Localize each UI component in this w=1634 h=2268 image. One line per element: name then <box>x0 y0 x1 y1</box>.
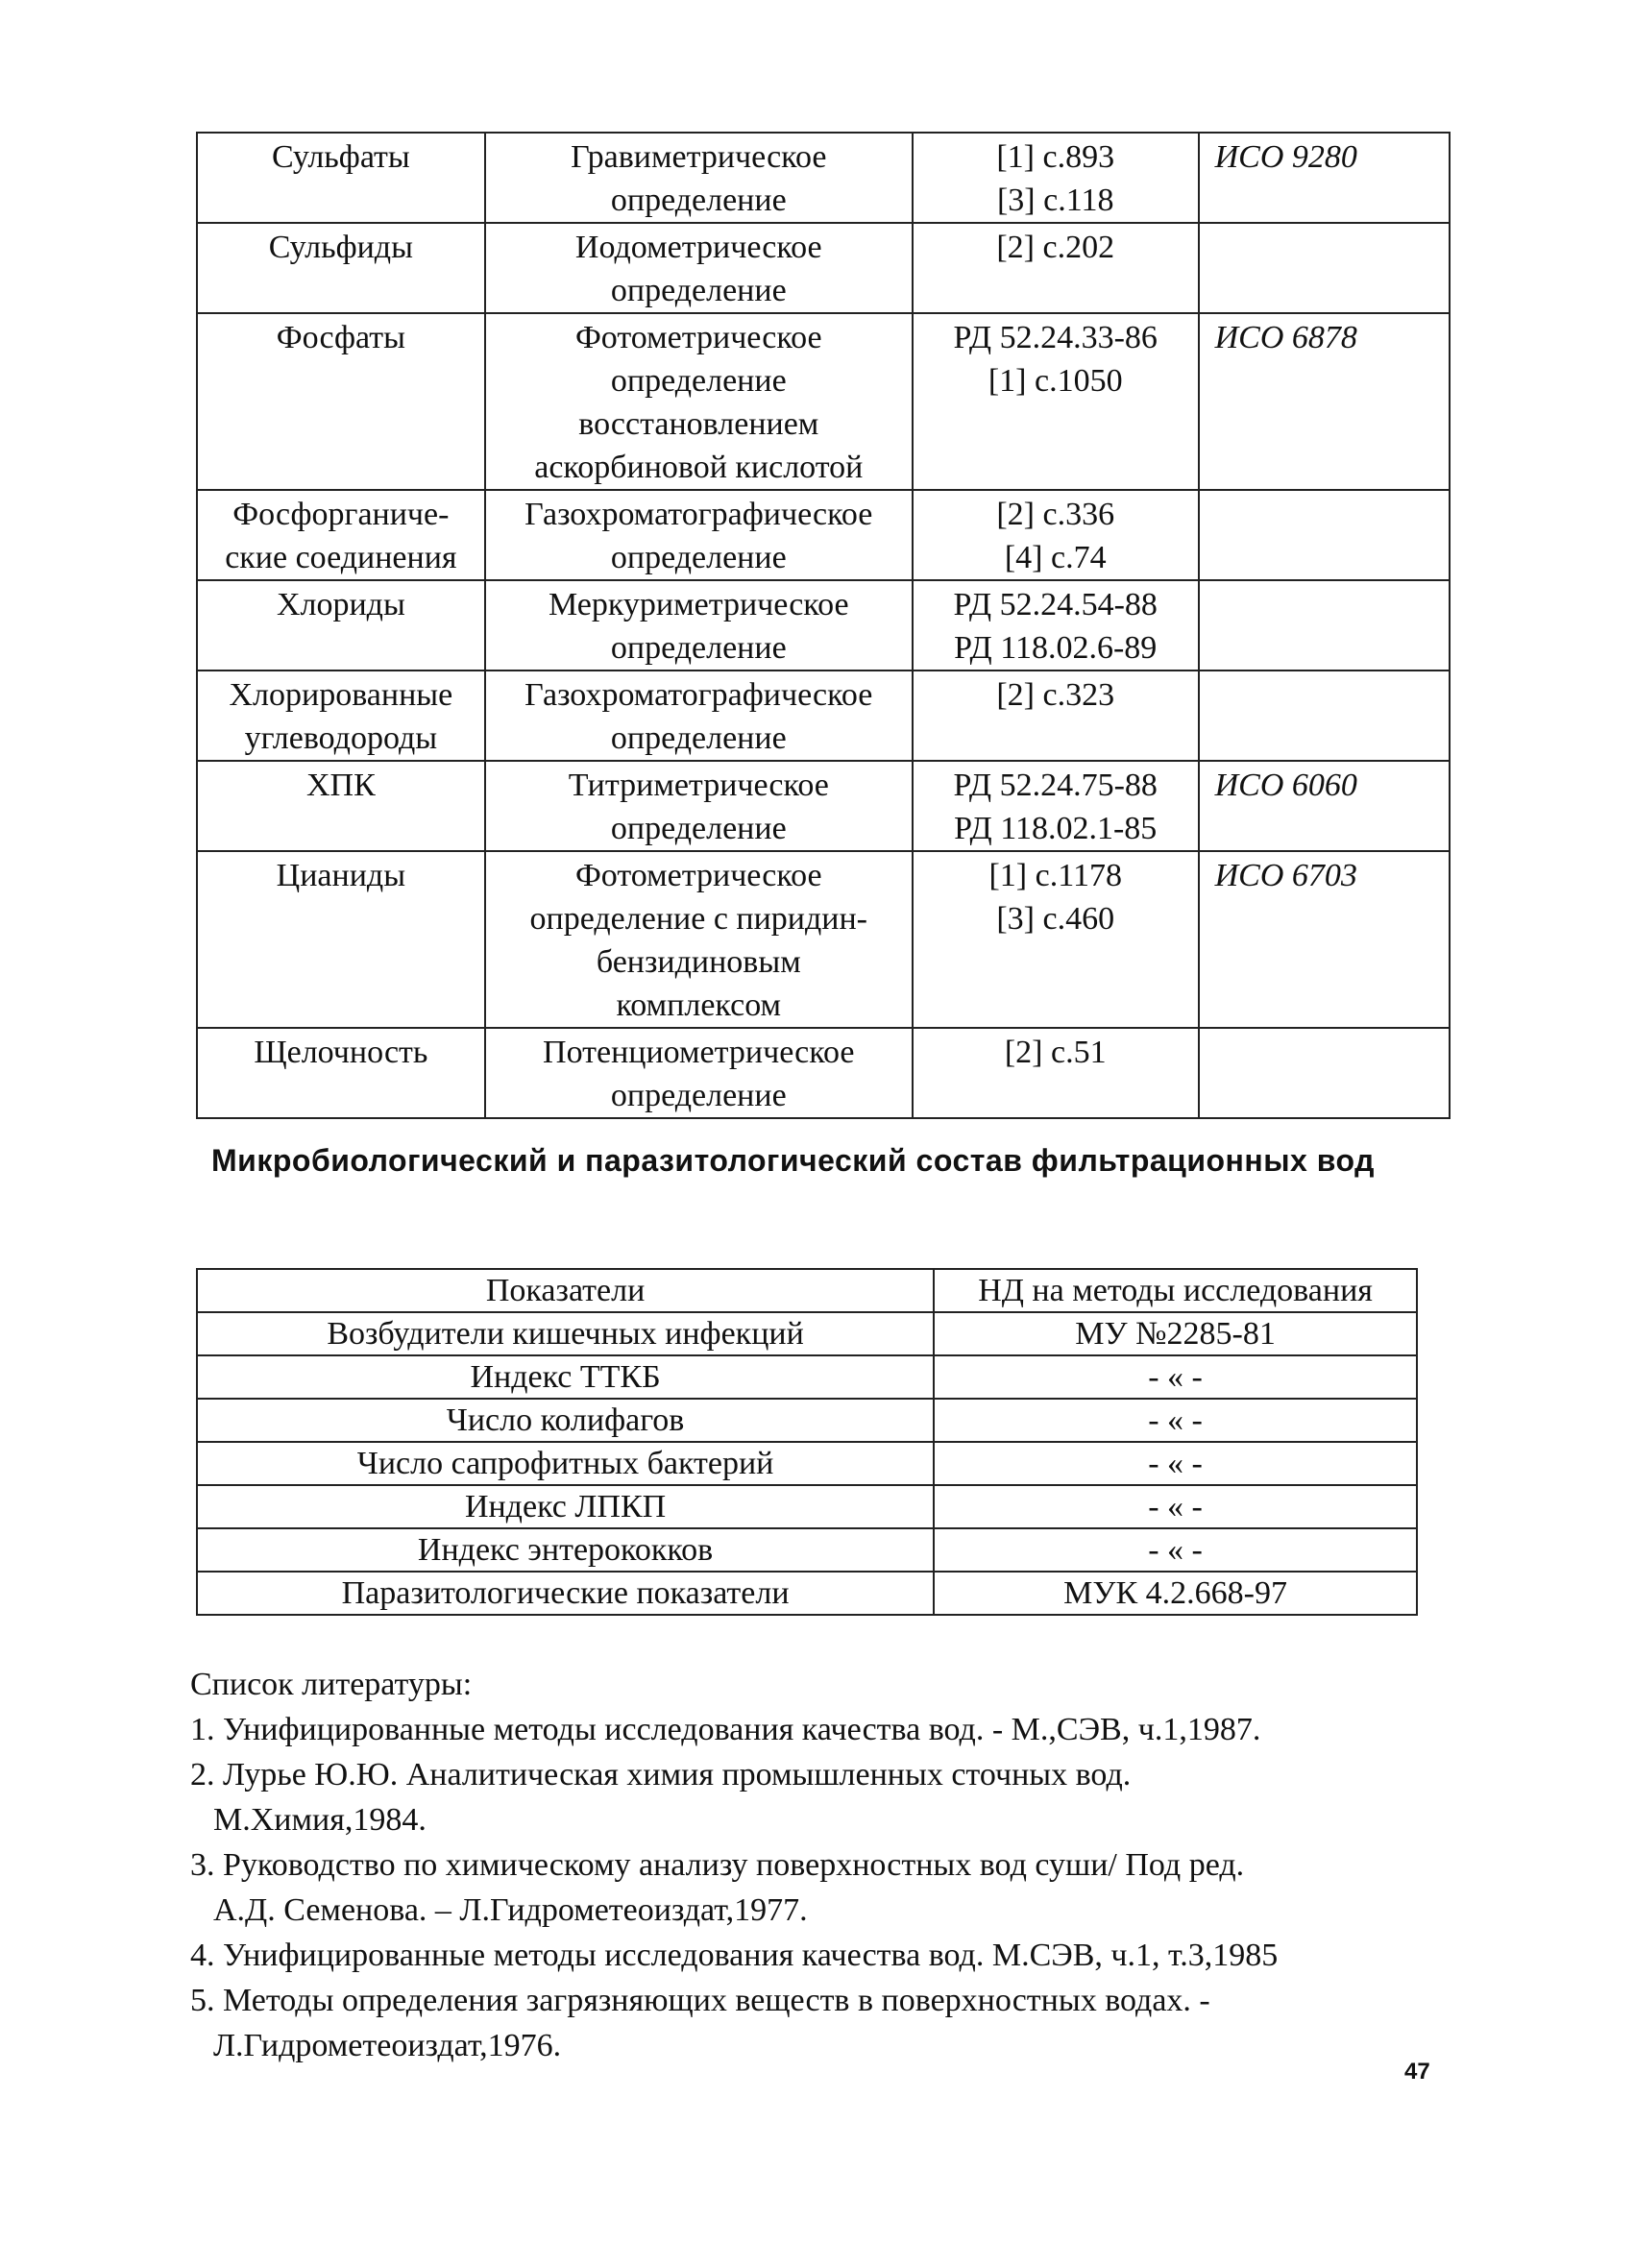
indicator-cell-line: Сульфаты <box>271 139 410 175</box>
method-doc-cell: - « - <box>934 1528 1417 1572</box>
indicator-cell <box>197 223 485 313</box>
indicator-cell: Возбудители кишечных инфекций <box>197 1312 934 1355</box>
reference-line: 4. Унифицированные методы исследования качества вод. М.СЭВ, ч.1, т.3,1985 <box>190 1938 1279 1973</box>
method-cell <box>485 313 913 490</box>
reference-cell-line: [1] с.893 <box>996 139 1115 175</box>
indicator-cell-line: Фосфорганиче- <box>232 497 450 532</box>
indicator-cell-line: Хлориды <box>276 587 405 622</box>
reference-cell <box>913 490 1199 580</box>
reference-line: М.Химия,1984. <box>213 1802 427 1838</box>
method-cell-line: Меркуриметрическое <box>548 587 849 622</box>
method-cell <box>485 1028 913 1118</box>
indicator-cell: Индекс ТТКБ <box>197 1355 934 1399</box>
reference-cell <box>913 671 1199 761</box>
indicator-cell-line: Хлорированные <box>229 677 453 713</box>
method-cell <box>485 761 913 851</box>
table-row <box>197 580 1450 671</box>
table-row <box>197 851 1450 1028</box>
method-cell-line: Газохроматографическое <box>524 497 873 532</box>
indicator-cell: Число колифагов <box>197 1399 934 1442</box>
indicator-cell-line: углеводороды <box>244 720 438 756</box>
table-row <box>197 223 1450 313</box>
method-cell-line: определение <box>610 630 787 666</box>
method-cell-line: определение <box>610 273 787 308</box>
indicator-cell <box>197 761 485 851</box>
method-cell-line: Гравиметрическое <box>571 139 827 175</box>
indicator-cell <box>197 851 485 1028</box>
method-cell-line: определение <box>610 363 787 399</box>
iso-cell <box>1199 1028 1450 1118</box>
method-doc-cell: - « - <box>934 1355 1417 1399</box>
method-cell-line: определение <box>610 183 787 218</box>
method-cell <box>485 580 913 671</box>
header-indicators: Показатели <box>197 1269 934 1312</box>
iso-cell <box>1199 223 1450 313</box>
reference-line: 5. Методы определения загрязняющих веществ в поверхностных водах. - <box>190 1983 1210 2018</box>
method-doc-cell: - « - <box>934 1399 1417 1442</box>
microbiology-table <box>196 1268 1418 1616</box>
method-doc-cell: МУК 4.2.668-97 <box>934 1572 1417 1615</box>
reference-item <box>190 1707 1458 1752</box>
iso-cell <box>1199 580 1450 671</box>
reference-item <box>190 1752 1458 1842</box>
method-cell-line: аскорбиновой кислотой <box>534 450 864 485</box>
method-cell-line: Газохроматографическое <box>524 677 873 713</box>
indicator-cell: Число сапрофитных бактерий <box>197 1442 934 1485</box>
indicator-cell: Индекс энтерококков <box>197 1528 934 1572</box>
reference-cell <box>913 313 1199 490</box>
table-row <box>197 1485 1417 1528</box>
reference-cell-line: РД 52.24.33-86 <box>953 320 1158 355</box>
reference-cell <box>913 1028 1199 1118</box>
indicator-cell-line: Сульфиды <box>268 230 413 265</box>
table-row <box>197 313 1450 490</box>
table-row <box>197 1312 1417 1355</box>
method-cell-line: определение <box>610 1078 787 1113</box>
table-row <box>197 1028 1450 1118</box>
method-cell <box>485 671 913 761</box>
table-row <box>197 671 1450 761</box>
reference-cell <box>913 851 1199 1028</box>
indicator-cell <box>197 490 485 580</box>
iso-cell: ИСО 9280 <box>1199 133 1450 223</box>
method-cell-line: Фотометрическое <box>574 320 822 355</box>
indicator-cell <box>197 671 485 761</box>
reference-line: А.Д. Семенова. – Л.Гидрометеоиздат,1977. <box>213 1892 808 1928</box>
table-row <box>197 133 1450 223</box>
indicator-cell-line: Щелочность <box>254 1035 428 1070</box>
reference-cell-line: [2] с.336 <box>996 497 1115 532</box>
method-cell-line: определение <box>610 720 787 756</box>
section-heading: Микробиологический и паразитологический состав фильтрационных вод <box>211 1143 1375 1178</box>
reference-cell-line: [2] с.202 <box>996 230 1115 265</box>
reference-item <box>190 1933 1458 1978</box>
reference-cell-line: [3] с.118 <box>996 183 1114 218</box>
iso-cell: ИСО 6878 <box>1199 313 1450 490</box>
page-number: 47 <box>1404 2059 1430 2085</box>
reference-line: 3. Руководство по химическому анализу поверхностных вод суши/ Под ред. <box>190 1847 1245 1883</box>
reference-item <box>190 1978 1458 2068</box>
reference-cell-line: [1] с.1050 <box>988 363 1123 399</box>
table-row <box>197 1399 1417 1442</box>
table-row <box>197 761 1450 851</box>
indicator-cell <box>197 313 485 490</box>
references-title: Список литературы: <box>190 1667 473 1702</box>
iso-cell: ИСО 6060 <box>1199 761 1450 851</box>
method-cell-line: комплексом <box>616 988 782 1023</box>
iso-cell <box>1199 671 1450 761</box>
references-list <box>190 1662 1458 2068</box>
reference-line: Л.Гидрометеоиздат,1976. <box>213 2028 562 2063</box>
reference-line: 1. Унифицированные методы исследования качества вод. - М.,СЭВ, ч.1,1987. <box>190 1712 1261 1747</box>
method-doc-cell: - « - <box>934 1485 1417 1528</box>
indicator-cell-line: Фосфаты <box>276 320 405 355</box>
method-cell-line: Фотометрическое <box>574 858 822 893</box>
method-cell-line: Иодометрическое <box>574 230 822 265</box>
indicator-cell: Индекс ЛПКП <box>197 1485 934 1528</box>
method-cell <box>485 851 913 1028</box>
table-row <box>197 1572 1417 1615</box>
reference-line: 2. Лурье Ю.Ю. Аналитическая химия промышленных сточных вод. <box>190 1757 1132 1792</box>
method-cell-line: восстановлением <box>578 406 819 442</box>
indicator-cell-line: ХПК <box>305 768 376 803</box>
method-doc-cell: МУ №2285-81 <box>934 1312 1417 1355</box>
reference-cell <box>913 580 1199 671</box>
reference-cell <box>913 223 1199 313</box>
reference-cell-line: [3] с.460 <box>996 901 1115 937</box>
reference-cell-line: [2] с.51 <box>1004 1035 1107 1070</box>
reference-cell-line: [4] с.74 <box>1004 540 1107 575</box>
indicator-cell: Паразитологические показатели <box>197 1572 934 1615</box>
iso-cell: ИСО 6703 <box>1199 851 1450 1028</box>
methods-table <box>196 132 1451 1119</box>
table-row <box>197 1528 1417 1572</box>
reference-cell <box>913 133 1199 223</box>
indicator-cell <box>197 1028 485 1118</box>
method-cell-line: определение <box>610 811 787 846</box>
method-cell-line: определение с пиридин- <box>529 901 868 937</box>
method-cell <box>485 223 913 313</box>
header-methods: НД на методы исследования <box>934 1269 1417 1312</box>
table-header-row <box>197 1269 1417 1312</box>
indicator-cell <box>197 133 485 223</box>
indicator-cell-line: ские соединения <box>225 540 457 575</box>
table-row <box>197 1355 1417 1399</box>
method-doc-cell: - « - <box>934 1442 1417 1485</box>
reference-cell-line: РД 52.24.54-88 <box>953 587 1158 622</box>
method-cell-line: Потенциометрическое <box>543 1035 855 1070</box>
reference-cell-line: [1] с.1178 <box>988 858 1122 893</box>
table-row <box>197 1442 1417 1485</box>
reference-cell-line: РД 118.02.1-85 <box>954 811 1158 846</box>
method-cell-line: определение <box>610 540 787 575</box>
reference-cell <box>913 761 1199 851</box>
method-cell-line: бензидиновым <box>596 944 801 980</box>
iso-cell <box>1199 490 1450 580</box>
table-row <box>197 490 1450 580</box>
reference-cell-line: [2] с.323 <box>996 677 1115 713</box>
reference-item <box>190 1842 1458 1933</box>
method-cell <box>485 133 913 223</box>
reference-cell-line: РД 118.02.6-89 <box>954 630 1158 666</box>
reference-cell-line: РД 52.24.75-88 <box>953 768 1158 803</box>
indicator-cell <box>197 580 485 671</box>
method-cell <box>485 490 913 580</box>
indicator-cell-line: Цианиды <box>276 858 406 893</box>
method-cell-line: Титриметрическое <box>568 768 829 803</box>
